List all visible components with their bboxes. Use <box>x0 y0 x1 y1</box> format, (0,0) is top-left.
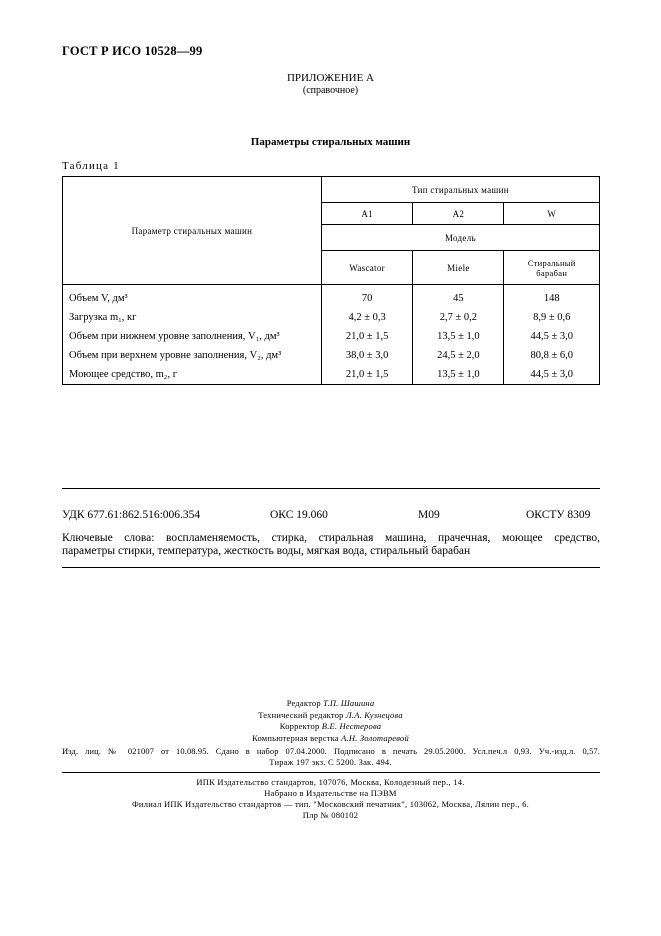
keywords-line-2: параметры стирки, температура, жесткость воды, мягкая вода, стиральный барабан <box>62 545 471 557</box>
row-param: Загрузка m₁, кг <box>63 308 322 327</box>
credit-layout: Компьютерная верстка А.Н. Золотаревой <box>252 732 409 743</box>
row-param: Объем V, дм³ <box>63 285 322 309</box>
row-value: 45 <box>413 285 504 309</box>
row-value: 8,9 ± 0,6 <box>504 308 600 327</box>
section-title: Параметры стиральных машин <box>250 136 411 148</box>
appendix-subtitle: (справочное) <box>302 85 359 96</box>
credit-tech-editor: Технический редактор Л.А. Кузнецова <box>258 709 403 720</box>
row-value: 24,5 ± 2,0 <box>413 346 504 365</box>
type-w: W <box>504 203 600 225</box>
table-row <box>63 285 600 309</box>
table-row <box>63 365 600 385</box>
model-drum: Стиральный барабан <box>504 251 600 285</box>
table-row <box>63 327 600 346</box>
appendix-title: ПРИЛОЖЕНИЕ А <box>286 72 374 84</box>
credit-corrector: Корректор В.Е. Нестерова <box>279 721 382 731</box>
row-value: 2,7 ± 0,2 <box>413 308 504 327</box>
keywords-line-1: Ключевые слова: воспламеняемость, стирка, стиральная машина, прачечная, моющее средство, <box>62 532 600 544</box>
model-wascator: Wascator <box>321 251 412 285</box>
keywords-divider <box>62 567 600 568</box>
row-value: 38,0 ± 3,0 <box>321 346 412 365</box>
publisher-line-2: Набрано в Издательстве на ПЭВМ <box>264 788 397 798</box>
table-label: Таблица 1 <box>62 160 120 172</box>
keywords <box>62 532 600 558</box>
row-value: 13,5 ± 1,0 <box>413 327 504 346</box>
publisher-line-3: Филиал ИПК Издательство стандартов — тип. "Московский печатник", 103062, Москва, Лялин пер., 6. <box>131 799 530 809</box>
oks-code: ОКС 19.060 <box>270 509 328 521</box>
table-row <box>63 346 600 365</box>
row-value: 21,0 ± 1,5 <box>321 365 412 385</box>
row-value: 21,0 ± 1,5 <box>321 327 412 346</box>
row-param: Моющее средство, m₂, г <box>63 365 322 385</box>
row-param: Объем при нижнем уровне заполнения, V₁, дм³ <box>63 327 322 346</box>
row-value: 4,2 ± 0,3 <box>321 308 412 327</box>
classification-code: М09 <box>418 509 440 521</box>
model-miele: Miele <box>413 251 504 285</box>
table-row <box>63 308 600 327</box>
row-value: 70 <box>321 285 412 309</box>
row-value: 44,5 ± 3,0 <box>504 365 600 385</box>
publisher-block <box>0 777 661 821</box>
row-value: 80,8 ± 6,0 <box>504 346 600 365</box>
credits-block <box>0 698 661 744</box>
row-value: 44,5 ± 3,0 <box>504 327 600 346</box>
type-header: Тип стиральных машин <box>321 177 599 203</box>
credit-editor: Редактор Т.П. Шашина <box>286 698 375 708</box>
imprint-divider <box>62 772 600 773</box>
imprint-line-2: Тираж 197 экз. С 5200. Зак. 494. <box>269 757 392 767</box>
document-code: ГОСТ Р ИСО 10528—99 <box>62 44 203 58</box>
row-param: Объем при верхнем уровне заполнения, V₂, дм³ <box>63 346 322 365</box>
section-divider <box>62 488 600 489</box>
param-header: Параметр стиральных машин <box>63 177 322 285</box>
parameters-table <box>62 176 600 385</box>
model-header: Модель <box>321 225 599 251</box>
imprint-line-1: Изд. лиц. № 021007 от 10.08.95. Сдано в набор 07.04.2000. Подписано в печать 29.05.2000. Усл.печ.л 0,93. Уч.-изд.л. 0,57. <box>62 746 600 756</box>
type-a1: A1 <box>321 203 412 225</box>
udk-code: УДК 677.61:862.516:006.354 <box>62 509 201 521</box>
publisher-line-1: ИПК Издательство стандартов, 107076, Москва, Колодезный пер., 14. <box>196 777 465 787</box>
row-value: 13,5 ± 1,0 <box>413 365 504 385</box>
publisher-line-4: Плр № 080102 <box>302 810 359 820</box>
type-a2: A2 <box>413 203 504 225</box>
row-value: 148 <box>504 285 600 309</box>
okstu-code: ОКСТУ 8309 <box>526 509 591 521</box>
